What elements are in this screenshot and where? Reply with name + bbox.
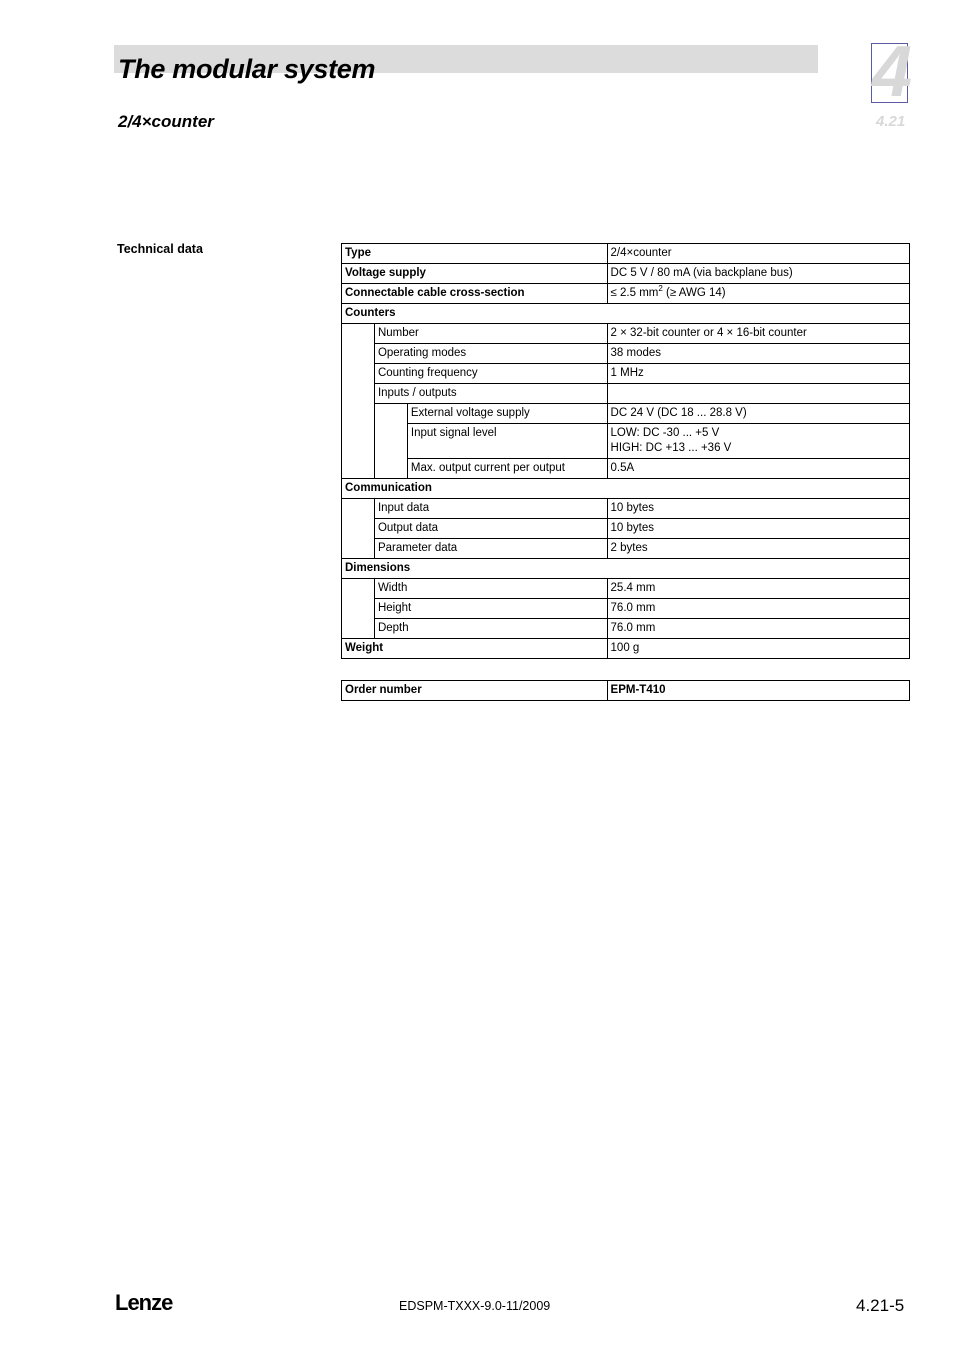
row-label: Height [374,599,607,619]
table-row [342,384,910,404]
row-value [607,384,909,404]
chapter-subsection: 4.21 [876,113,906,130]
table-row [342,459,910,479]
row-label: Type [342,244,608,264]
row-value: DC 24 V (DC 18 ... 28.8 V) [607,404,909,424]
row-value: 25.4 mm [607,579,909,599]
signal-high: HIGH: DC +13 ... +36 V [610,442,732,454]
order-number-value: EPM-T410 [607,681,909,701]
row-value: 76.0 mm [607,599,909,619]
table-row [342,539,910,559]
table-row [342,579,910,599]
chapter-number: 4 [872,32,913,112]
row-value: 38 modes [607,344,909,364]
indent-cell [342,324,375,479]
row-label: Max. output current per output [407,459,607,479]
lenze-logo: Lenze [115,1290,173,1315]
table-row [342,599,910,619]
table-row [342,304,910,324]
indent-cell [374,404,407,479]
page-number: 4.21-5 [856,1296,905,1315]
order-number-label: Order number [342,681,608,701]
row-value: 76.0 mm [607,619,909,639]
table-row [342,284,910,304]
row-value: 2/4×counter [607,244,909,264]
table-row [342,639,910,659]
row-label: Weight [342,639,608,659]
table-row [342,681,910,701]
row-label: Input data [374,499,607,519]
row-value: 2 × 32-bit counter or 4 × 16-bit counter [607,324,909,344]
row-value: 0.5A [607,459,909,479]
row-value: 2 bytes [607,539,909,559]
table-row [342,244,910,264]
row-label: Operating modes [374,344,607,364]
table-row [342,519,910,539]
indent-cell [342,579,375,639]
row-value: DC 5 V / 80 mA (via backplane bus) [607,264,909,284]
table-row [342,324,910,344]
row-label: Voltage supply [342,264,608,284]
technical-data-table [341,243,910,659]
table-row [342,619,910,639]
group-heading-counters: Counters [342,304,910,324]
row-label: Number [374,324,607,344]
table-row [342,499,910,519]
table-row [342,344,910,364]
row-value [607,284,909,304]
table-row [342,264,910,284]
table-row [342,404,910,424]
cable-value-pre: ≤ 2.5 mm [610,287,659,299]
group-heading-dimensions: Dimensions [342,559,910,579]
row-label: External voltage supply [407,404,607,424]
order-number-table [341,680,910,701]
row-label: Counting frequency [374,364,607,384]
row-label: Width [374,579,607,599]
group-heading-communication: Communication [342,479,910,499]
row-value: 1 MHz [607,364,909,384]
page-title: The modular system [118,54,376,84]
technical-data-label: Technical data [117,242,203,256]
row-value: 10 bytes [607,519,909,539]
cable-value-sup: 2 [658,284,663,294]
row-label: Input signal level [407,424,607,459]
indent-cell [342,499,375,559]
cable-value-post: (≥ AWG 14) [662,287,726,299]
row-label: Connectable cable cross-section [342,284,608,304]
table-row [342,424,910,459]
row-value: 100 g [607,639,909,659]
row-label: Parameter data [374,539,607,559]
section-subtitle: 2/4×counter [118,112,214,131]
table-row [342,559,910,579]
signal-low: LOW: DC -30 ... +5 V [610,427,720,439]
document-id: EDSPM-TXXX-9.0-11/2009 [399,1299,551,1313]
table-row [342,364,910,384]
table-row [342,479,910,499]
row-label: Inputs / outputs [374,384,607,404]
row-value [607,424,909,459]
row-label: Depth [374,619,607,639]
row-value: 10 bytes [607,499,909,519]
row-label: Output data [374,519,607,539]
